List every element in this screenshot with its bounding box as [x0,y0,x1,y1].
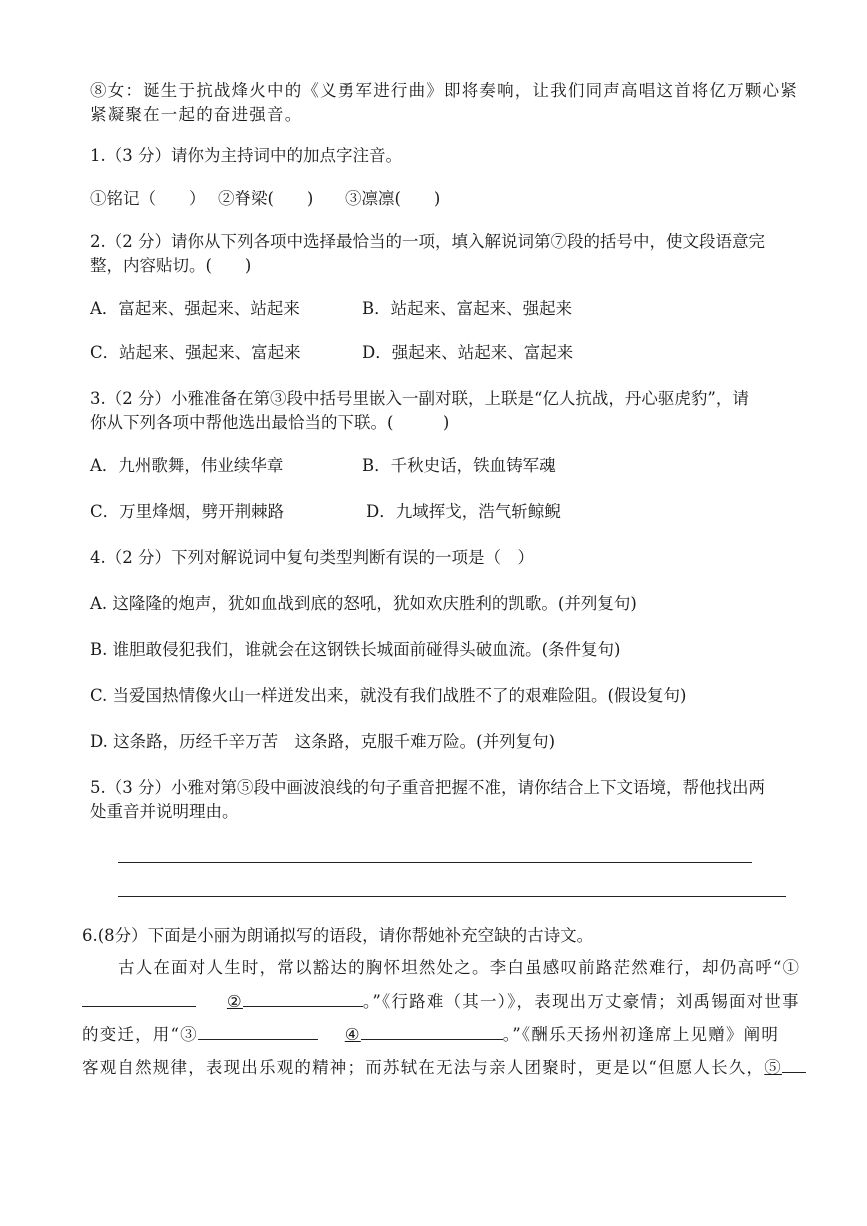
q6-para-line-4-text: 客观自然规律，表现出乐观的精神；而苏轼在无法与亲人团聚时，更是以“但愿人长久， [82,1058,765,1077]
q1-item-1: ①铭记（ ） [90,189,206,208]
poem-blank-4[interactable] [361,1023,503,1040]
q5-stem-2: 处重音并说明理由。 [90,802,239,821]
q2-option-a: A．富起来、强起来、站起来 [90,299,300,318]
q4-option-a: A. 这隆隆的炮声，犹如血战到底的怒吼，犹如欢庆胜利的凯歌。(并列复句) [90,594,637,613]
q3-option-a: A．九州歌舞，伟业续华章 [90,456,284,475]
answer-line-2[interactable] [118,896,786,897]
q4-stem: 4.（2 分）下列对解说词中复句类型判断有误的一项是（ ） [90,548,534,567]
q4-option-b: B. 谁胆敢侵犯我们，谁就会在这钢铁长城面前碰得头破血流。(条件复句) [90,640,621,659]
q6-para-line-2 [82,990,800,1013]
q3-option-d: D．九域挥戈，浩气斩鲸鲵 [366,502,561,521]
q6-para-line-3-start: 的变迁，用“③ [82,1025,198,1044]
q6-para-line-3 [82,1023,779,1046]
q6-para-line-1: 古人在面对人生时，常以豁达的胸怀坦然处之。李白虽感叹前路茫然难行，却仍高呼“① [118,958,801,977]
q1-item-3: ③凛凛( ) [345,189,441,208]
q2-stem-1: 2.（2 分）请你从下列各项中选择最恰当的一项，填入解说词第⑦段的括号中，使文段语意完 [90,232,765,251]
poem-blank-1[interactable] [82,990,196,1007]
q3-stem-2: 你从下列各项中帮他选出最恰当的下联。( ) [90,413,450,432]
poem-blank-5[interactable] [782,1056,806,1073]
q2-option-d: D．强起来、站起来、富起来 [362,343,574,362]
q5-stem-1: 5.（3 分）小雅对第⑤段中画波浪线的句子重音把握不准，请你结合上下文语境，帮他找出两 [90,778,765,797]
q4-option-d: D. 这条路，历经千辛万苦 这条路，克服千难万险。(并列复句) [90,732,556,751]
q3-stem-1: 3.（2 分）小雅准备在第③段中括号里嵌入一副对联，上联是“亿人抗战，丹心驱虎豹”，请 [90,389,749,408]
q3-option-c: C．万里烽烟，劈开荆棘路 [90,502,285,521]
q2-option-c: C．站起来、强起来、富起来 [90,343,301,362]
blank-5-marker: ⑤ [764,1058,782,1077]
q3-option-b: B．千秋史话，铁血铸军魂 [362,456,556,475]
q1-item-2: ②脊梁( ) [218,189,314,208]
q1-stem: 1.（3 分）请你为主持词中的加点字注音。 [90,146,402,165]
q6-para-line-3-text: 。”《酬乐天扬州初逢席上见赠》阐明 [502,1025,780,1044]
blank-4-marker: ④ [344,1025,361,1044]
q6-stem: 6.(8分）下面是小丽为朗诵拟写的语段，请你帮她补充空缺的古诗文。 [82,926,594,945]
q6-para-line-2-text: 。”《行路难（其一）》，表现出万丈豪情；刘禹锡面对世事 [362,992,800,1011]
poem-blank-2[interactable] [243,990,363,1007]
q2-stem-2: 整，内容贴切。( ) [90,256,252,275]
intro-line-1: ⑧女：诞生于抗战烽火中的《义勇军进行曲》即将奏响，让我们同声高唱这首将亿万颗心紧 [90,81,798,100]
q6-para-line-4 [82,1056,806,1079]
poem-blank-3[interactable] [198,1023,318,1040]
q4-option-c: C. 当爱国热情像火山一样迸发出来，就没有我们战胜不了的艰难险阻。(假设复句) [90,686,687,705]
q2-option-b: B．站起来、富起来、强起来 [362,299,573,318]
intro-line-2: 紧凝聚在一起的奋进强音。 [90,105,303,124]
answer-line-1[interactable] [118,862,752,863]
blank-2-marker: ② [226,992,243,1011]
